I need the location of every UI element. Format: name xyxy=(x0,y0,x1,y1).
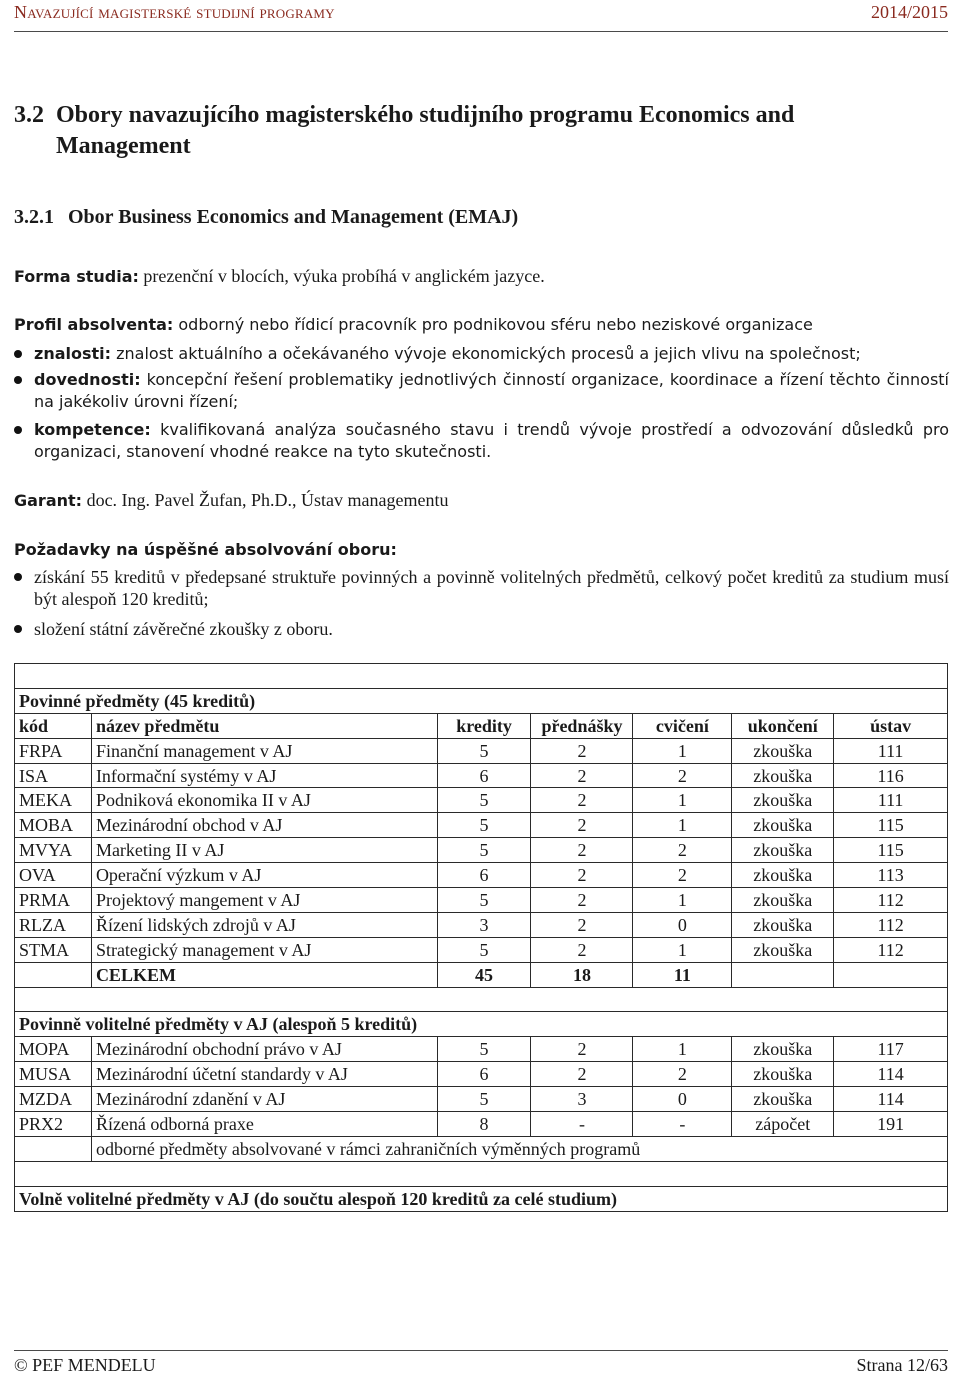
table-row xyxy=(15,1087,948,1112)
table-cell: zkouška xyxy=(732,1087,834,1112)
section-title-line1: Obory navazujícího magisterského studijního programu Economics and xyxy=(56,102,795,128)
table-cell: zápočet xyxy=(732,1112,834,1137)
table-cell: STMA xyxy=(15,937,92,962)
table-cell: Řízená odborná praxe xyxy=(91,1112,437,1137)
empty-cell xyxy=(15,1136,92,1161)
course-table xyxy=(14,663,948,1212)
table-row xyxy=(15,1037,948,1062)
table-cell: 2 xyxy=(531,1062,633,1087)
table-cell: 112 xyxy=(834,912,948,937)
table-cell: 2 xyxy=(531,888,633,913)
footer-copyright: © PEF MENDELU xyxy=(14,1355,156,1375)
povinne-title xyxy=(15,688,948,713)
section-title-line2: Management xyxy=(56,133,191,159)
empty-cell xyxy=(834,962,948,987)
table-cell: Strategický management v AJ xyxy=(91,937,437,962)
znalosti-text: znalost aktuálního a očekávaného vývoje ekonomických procesů a jejich vlivu na společnost; xyxy=(111,344,861,363)
table-cell: 1 xyxy=(633,937,732,962)
table-cell: PRMA xyxy=(15,888,92,913)
table-cell: 115 xyxy=(834,813,948,838)
table-cell: 3 xyxy=(437,912,531,937)
list-item xyxy=(14,618,949,640)
table-cell: Řízení lidských zdrojů v AJ xyxy=(91,912,437,937)
table-cell: zkouška xyxy=(732,888,834,913)
povinne-title-text: Povinné předměty (45 kreditů) xyxy=(15,688,948,713)
celkem-cell: 18 xyxy=(531,962,633,987)
bullet-icon xyxy=(14,625,22,633)
table-cell: 112 xyxy=(834,937,948,962)
garant-text: doc. Ing. Pavel Žufan, Ph.D., Ústav managementu xyxy=(82,490,449,510)
column-header: ústav xyxy=(834,713,948,738)
table-cell: 1 xyxy=(633,813,732,838)
table-cell: 5 xyxy=(437,888,531,913)
table-cell: MUSA xyxy=(15,1062,92,1087)
volitelne-title xyxy=(15,1012,948,1037)
header-year: 2014/2015 xyxy=(870,2,948,22)
column-header: ukončení xyxy=(732,713,834,738)
table-cell: - xyxy=(531,1112,633,1137)
list-item xyxy=(14,343,949,365)
table-cell: 2 xyxy=(531,738,633,763)
table-cell: 116 xyxy=(834,763,948,788)
volitelne-note-text: odborné předměty absolvované v rámci zahraničních výměnných programů xyxy=(91,1136,947,1161)
table-cell: zkouška xyxy=(732,788,834,813)
table-cell: 1 xyxy=(633,1037,732,1062)
garant xyxy=(14,490,949,511)
empty-cell xyxy=(15,664,948,689)
subsection-heading xyxy=(14,206,518,229)
table-cell: OVA xyxy=(15,863,92,888)
table-cell: Mezinárodní obchodní právo v AJ xyxy=(91,1037,437,1062)
table-cell: 117 xyxy=(834,1037,948,1062)
table-cell: 113 xyxy=(834,863,948,888)
table-cell: 2 xyxy=(531,912,633,937)
table-cell: zkouška xyxy=(732,1062,834,1087)
volne-title-text: Volně volitelné předměty v AJ (do součtu alespoň 120 kreditů za celé studium) xyxy=(15,1186,948,1211)
celkem-cell: 11 xyxy=(633,962,732,987)
table-cell: 1 xyxy=(633,788,732,813)
table-cell: Projektový mangement v AJ xyxy=(91,888,437,913)
table-spacer xyxy=(15,664,948,689)
table-cell: 2 xyxy=(531,1037,633,1062)
kompetence-text: kvalifikovaná analýza současného stavu i trendů vývoje prostředí a odvozování důsledků pro organizaci, stanovení vhodné reakce na tyto skutečnosti. xyxy=(34,420,949,461)
table-cell: MVYA xyxy=(15,838,92,863)
empty-cell xyxy=(15,1161,948,1186)
table-cell: ISA xyxy=(15,763,92,788)
pozadavky-title: Požadavky na úspěšné absolvování oboru: xyxy=(14,540,397,559)
znalosti-label: znalosti: xyxy=(34,344,112,363)
profil-text: odborný nebo řídicí pracovník pro podnikovou sféru nebo neziskové organizace xyxy=(173,315,813,334)
list-item xyxy=(14,369,949,413)
table-cell: 114 xyxy=(834,1062,948,1087)
table-cell: FRPA xyxy=(15,738,92,763)
forma-label: Forma studia: xyxy=(14,267,139,286)
table-row xyxy=(15,1062,948,1087)
empty-cell xyxy=(15,962,92,987)
table-row xyxy=(15,788,948,813)
column-header: kód xyxy=(15,713,92,738)
dovednosti-label: dovednosti: xyxy=(34,370,141,389)
table-cell: MZDA xyxy=(15,1087,92,1112)
table-cell: 112 xyxy=(834,888,948,913)
page-footer xyxy=(14,1350,948,1375)
forma-text: prezenční v blocích, výuka probíhá v anglickém jazyce. xyxy=(138,266,545,286)
table-cell: zkouška xyxy=(732,738,834,763)
table-cell: Operační výzkum v AJ xyxy=(91,863,437,888)
table-cell: 3 xyxy=(531,1087,633,1112)
celkem-cell: CELKEM xyxy=(91,962,437,987)
table-cell: 8 xyxy=(437,1112,531,1137)
section-heading xyxy=(14,100,944,162)
volitelne-note xyxy=(15,1136,948,1161)
subsection-title: Obor Business Economics and Management (EMAJ) xyxy=(68,206,519,228)
dovednosti-text: koncepční řešení problematiky jednotlivých činností organizace, koordinace a řízení těchto činností na jakékoliv úrovni řízení; xyxy=(34,370,949,411)
table-cell: zkouška xyxy=(732,937,834,962)
table-cell: 115 xyxy=(834,838,948,863)
garant-label: Garant: xyxy=(14,491,83,510)
table-cell: MEKA xyxy=(15,788,92,813)
table-row xyxy=(15,813,948,838)
table-cell: 0 xyxy=(633,1087,732,1112)
table-cell: 0 xyxy=(633,912,732,937)
table-cell: 114 xyxy=(834,1087,948,1112)
kompetence-label: kompetence: xyxy=(34,420,151,439)
subsection-number: 3.2.1 xyxy=(14,206,54,228)
empty-cell xyxy=(732,962,834,987)
table-cell: 2 xyxy=(633,863,732,888)
table-cell: 191 xyxy=(834,1112,948,1137)
table-cell: 5 xyxy=(437,1087,531,1112)
pozadavek-2: složení státní závěrečné zkoušky z oboru. xyxy=(34,619,333,639)
section-number: 3.2 xyxy=(14,102,44,128)
table-row xyxy=(15,937,948,962)
table-cell: 2 xyxy=(531,937,633,962)
table-cell: zkouška xyxy=(732,838,834,863)
celkem-row xyxy=(15,962,948,987)
list-item xyxy=(14,419,949,463)
table-cell: 1 xyxy=(633,738,732,763)
celkem-cell: 45 xyxy=(437,962,531,987)
table-spacer xyxy=(15,1161,948,1186)
bullet-icon xyxy=(14,573,22,581)
table-cell: 5 xyxy=(437,738,531,763)
table-cell: 2 xyxy=(633,1062,732,1087)
table-cell: Mezinárodní účetní standardy v AJ xyxy=(91,1062,437,1087)
column-header: cvičení xyxy=(633,713,732,738)
table-cell: 6 xyxy=(437,763,531,788)
table-row xyxy=(15,888,948,913)
list-item xyxy=(14,566,949,610)
table-cell: Marketing II v AJ xyxy=(91,838,437,863)
table-cell: zkouška xyxy=(732,763,834,788)
forma-studia xyxy=(14,266,949,287)
volne-title xyxy=(15,1186,948,1211)
table-cell: 5 xyxy=(437,813,531,838)
table-row xyxy=(15,863,948,888)
table-row xyxy=(15,1112,948,1137)
bullet-icon xyxy=(14,350,22,358)
table-cell: 2 xyxy=(531,813,633,838)
column-header: přednášky xyxy=(531,713,633,738)
table-cell: Finanční management v AJ xyxy=(91,738,437,763)
profil-label: Profil absolventa: xyxy=(14,315,174,334)
table-cell: 2 xyxy=(531,763,633,788)
pozadavek-1: získání 55 kreditů v předepsané struktuře povinných a povinně volitelných předmětů, celkový počet kreditů za studium musí být alespoň 120 kreditů; xyxy=(34,567,949,609)
table-cell: Mezinárodní zdanění v AJ xyxy=(91,1087,437,1112)
table-cell: PRX2 xyxy=(15,1112,92,1137)
table-cell: RLZA xyxy=(15,912,92,937)
volitelne-title-text: Povinně volitelné předměty v AJ (alespoň 5 kreditů) xyxy=(15,1012,948,1037)
table-row xyxy=(15,738,948,763)
footer-page-number: Strana 12/63 xyxy=(856,1355,948,1375)
table-cell: zkouška xyxy=(732,1037,834,1062)
table-cell: 6 xyxy=(437,863,531,888)
table-cell: 5 xyxy=(437,838,531,863)
bullet-icon xyxy=(14,426,22,434)
column-header: název předmětu xyxy=(91,713,437,738)
table-row xyxy=(15,763,948,788)
table-cell: 2 xyxy=(531,788,633,813)
profil-absolventa xyxy=(14,315,949,334)
table-cell: 111 xyxy=(834,788,948,813)
table-cell: 5 xyxy=(437,1037,531,1062)
table-cell: zkouška xyxy=(732,863,834,888)
table-cell: zkouška xyxy=(732,912,834,937)
table-row xyxy=(15,912,948,937)
empty-cell xyxy=(15,987,948,1012)
header-title: Navazující magisterské studijní programy xyxy=(14,2,335,22)
table-cell: 5 xyxy=(437,788,531,813)
table-cell: MOBA xyxy=(15,813,92,838)
table-cell: MOPA xyxy=(15,1037,92,1062)
table-cell: Podniková ekonomika II v AJ xyxy=(91,788,437,813)
bullet-icon xyxy=(14,376,22,384)
table-cell: 5 xyxy=(437,937,531,962)
table-cell: 2 xyxy=(633,763,732,788)
table-spacer xyxy=(15,987,948,1012)
table-cell: Mezinárodní obchod v AJ xyxy=(91,813,437,838)
table-row xyxy=(15,838,948,863)
table-cell: zkouška xyxy=(732,813,834,838)
column-header: kredity xyxy=(437,713,531,738)
table-cell: 2 xyxy=(531,863,633,888)
table-cell: 2 xyxy=(531,838,633,863)
page-header xyxy=(14,0,948,32)
table-cell: 1 xyxy=(633,888,732,913)
table-cell: 2 xyxy=(633,838,732,863)
table-header-row xyxy=(15,713,948,738)
table-cell: 111 xyxy=(834,738,948,763)
table-cell: Informační systémy v AJ xyxy=(91,763,437,788)
table-cell: 6 xyxy=(437,1062,531,1087)
table-cell: - xyxy=(633,1112,732,1137)
